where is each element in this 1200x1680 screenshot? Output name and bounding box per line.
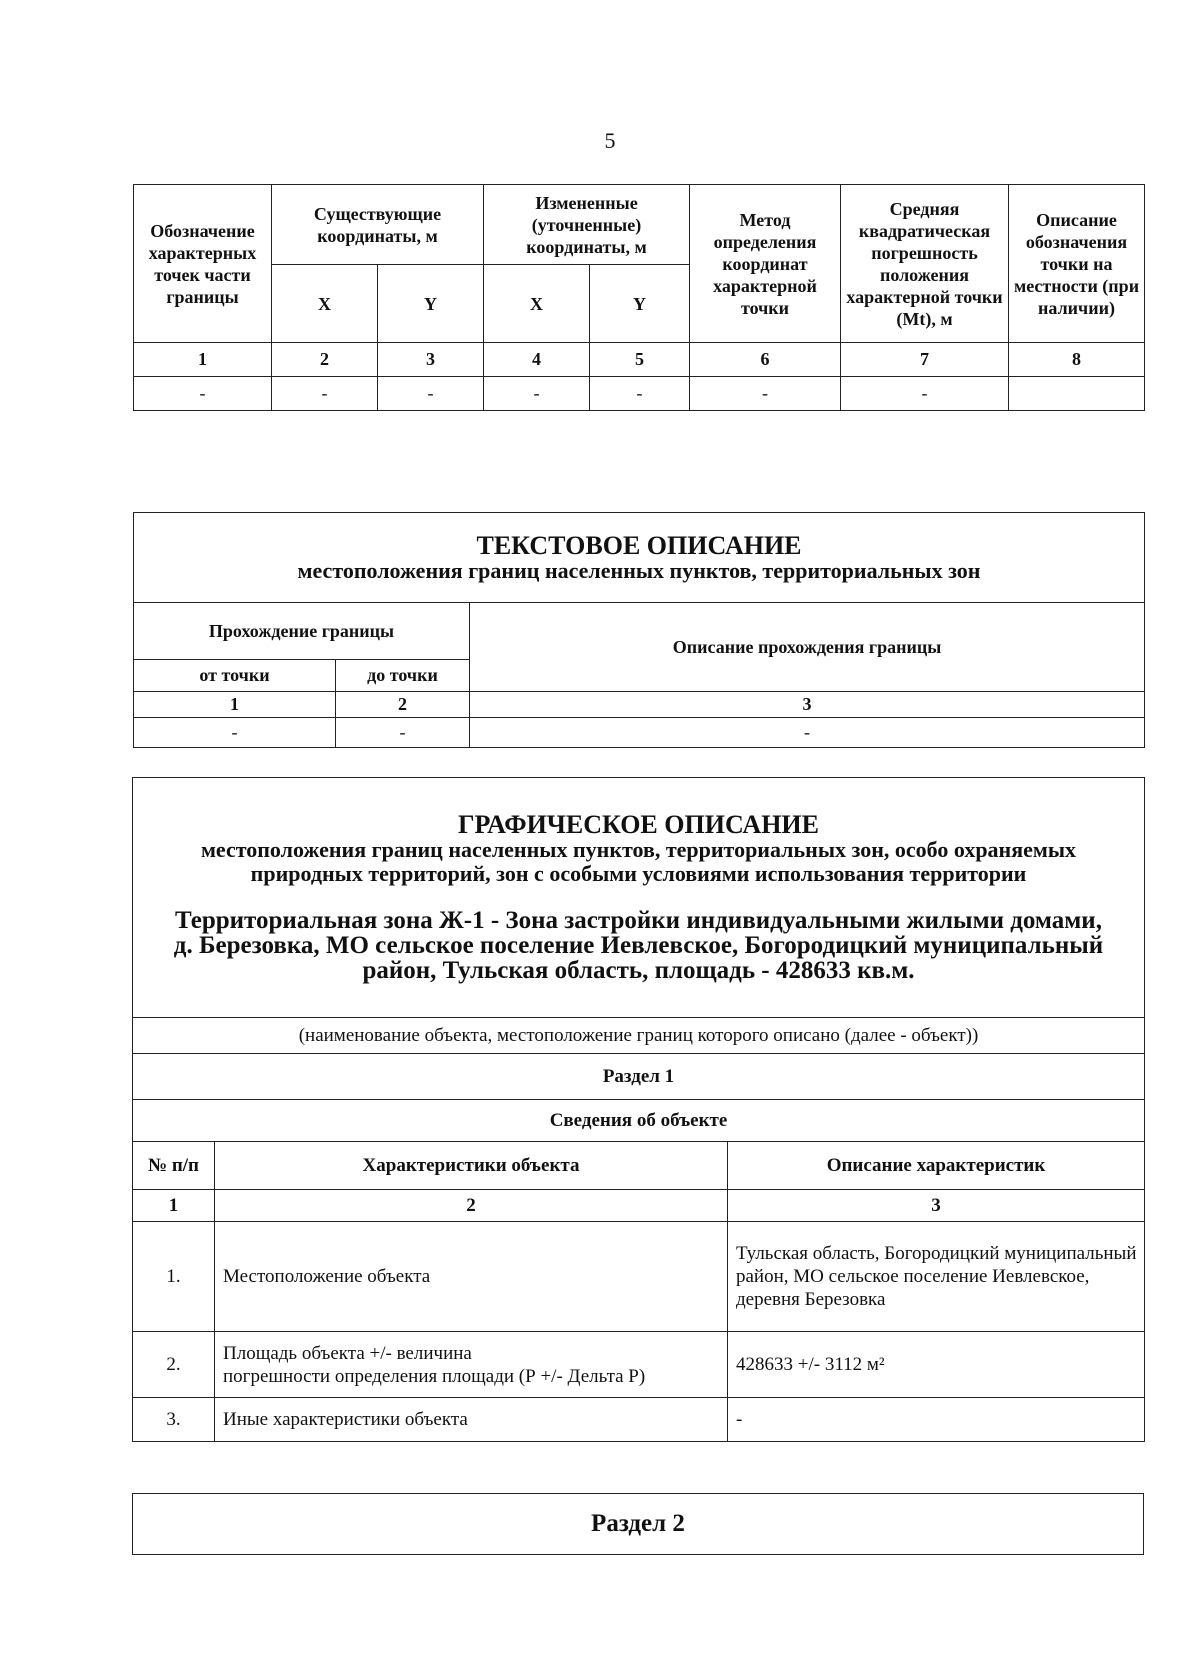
col-number: 4 bbox=[484, 343, 590, 377]
table-row bbox=[133, 1398, 1145, 1442]
cell: - bbox=[841, 377, 1009, 411]
col-number: 3 bbox=[470, 692, 1145, 718]
header-existing-coords: Существующие координаты, м bbox=[272, 185, 484, 265]
graphic-description-title: ГРАФИЧЕСКОЕ ОПИСАНИЕ bbox=[458, 810, 819, 839]
characteristic-value: 428633 +/- 3112 м² bbox=[728, 1332, 1145, 1398]
cell: - bbox=[590, 377, 690, 411]
characteristic-value: - bbox=[728, 1398, 1145, 1442]
graphic-description-table bbox=[132, 777, 1145, 1442]
header-item-number: № п/п bbox=[133, 1142, 215, 1190]
characteristic-value: Тульская область, Богородицкий муниципальный район, МО сельское поселение Иевлевское, деревня Березовка bbox=[728, 1222, 1145, 1332]
header-mean-error: Средняя квадратическая погрешность положения характерной точки (Mt), м bbox=[841, 185, 1009, 343]
col-number: 1 bbox=[134, 343, 272, 377]
col-number: 7 bbox=[841, 343, 1009, 377]
header-point-description: Описание обозначения точки на местности (при наличии) bbox=[1009, 185, 1145, 343]
header-characteristics-description: Описание характеристик bbox=[728, 1142, 1145, 1190]
table-row bbox=[133, 1332, 1145, 1398]
cell: - bbox=[690, 377, 841, 411]
graphic-description-subtitle: местоположения границ населенных пунктов, территориальных зон, особо охраняемых природных территорий, зон с особыми условиями использования территории bbox=[200, 837, 1077, 886]
col-number: 3 bbox=[728, 1190, 1145, 1222]
text-description-subtitle: местоположения границ населенных пунктов, территориальных зон bbox=[297, 557, 981, 583]
col-number: 6 bbox=[690, 343, 841, 377]
cell: - bbox=[378, 377, 484, 411]
header-to-point: до точки bbox=[336, 660, 470, 692]
characteristic-name-line: погрешности определения площади (Р +/- Дельта Р) bbox=[223, 1365, 646, 1387]
item-number: 3. bbox=[133, 1398, 215, 1442]
characteristic-name: Местоположение объекта bbox=[215, 1222, 728, 1332]
column-numbers-row bbox=[134, 692, 1145, 718]
item-number: 1. bbox=[133, 1222, 215, 1332]
cell bbox=[1009, 377, 1145, 411]
page-number: 5 bbox=[604, 128, 616, 153]
cell: - bbox=[336, 718, 470, 748]
col-number: 1 bbox=[134, 692, 336, 718]
col-number: 1 bbox=[133, 1190, 215, 1222]
column-numbers-row bbox=[133, 1190, 1145, 1222]
object-note: (наименование объекта, местоположение границ которого описано (далее - объект)) bbox=[133, 1018, 1145, 1054]
section-1-heading: Раздел 1 bbox=[133, 1054, 1145, 1100]
header-y-existing: Y bbox=[378, 265, 484, 343]
table-row bbox=[134, 718, 1145, 748]
header-method: Метод определения координат характерной точки bbox=[690, 185, 841, 343]
cell: - bbox=[470, 718, 1145, 748]
table-row bbox=[134, 377, 1145, 411]
graphic-description-heading bbox=[133, 778, 1145, 1018]
col-number: 2 bbox=[215, 1190, 728, 1222]
text-description-heading bbox=[134, 513, 1145, 603]
characteristic-name-line: Площадь объекта +/- величина bbox=[223, 1342, 472, 1364]
col-number: 8 bbox=[1009, 343, 1145, 377]
col-number: 3 bbox=[378, 343, 484, 377]
section-1-title: Сведения об объекте bbox=[133, 1100, 1145, 1142]
header-passage-description: Описание прохождения границы bbox=[470, 603, 1145, 692]
column-numbers-row bbox=[134, 343, 1145, 377]
header-x-changed: X bbox=[484, 265, 590, 343]
col-number: 2 bbox=[336, 692, 470, 718]
object-name: Территориальная зона Ж-1 - Зона застройки индивидуальными жилыми домами, д. Березовка, МО сельское поселение Иевлевское, Богородицкий муниципальный район, Тульская область, площадь - 428633 кв.м. bbox=[173, 907, 1104, 984]
cell: - bbox=[134, 377, 272, 411]
characteristic-name: Иные характеристики объекта bbox=[215, 1398, 728, 1442]
section-2-table bbox=[132, 1493, 1144, 1555]
header-changed-coords: Измененные (уточненные) координаты, м bbox=[484, 185, 690, 265]
text-description-table bbox=[133, 512, 1145, 748]
cell: - bbox=[484, 377, 590, 411]
section-2-heading: Раздел 2 bbox=[133, 1494, 1144, 1555]
item-number: 2. bbox=[133, 1332, 215, 1398]
header-point-designation: Обозначение характерных точек части границы bbox=[134, 185, 272, 343]
cell: - bbox=[134, 718, 336, 748]
header-object-characteristics: Характеристики объекта bbox=[215, 1142, 728, 1190]
text-description-title: ТЕКСТОВОЕ ОПИСАНИЕ bbox=[476, 530, 802, 560]
table-row bbox=[133, 1222, 1145, 1332]
characteristic-name bbox=[215, 1332, 728, 1398]
header-from-point: от точки bbox=[134, 660, 336, 692]
col-number: 5 bbox=[590, 343, 690, 377]
coordinates-table bbox=[133, 184, 1145, 411]
header-x-existing: X bbox=[272, 265, 378, 343]
header-boundary-passage: Прохождение границы bbox=[134, 603, 470, 660]
cell: - bbox=[272, 377, 378, 411]
header-y-changed: Y bbox=[590, 265, 690, 343]
col-number: 2 bbox=[272, 343, 378, 377]
